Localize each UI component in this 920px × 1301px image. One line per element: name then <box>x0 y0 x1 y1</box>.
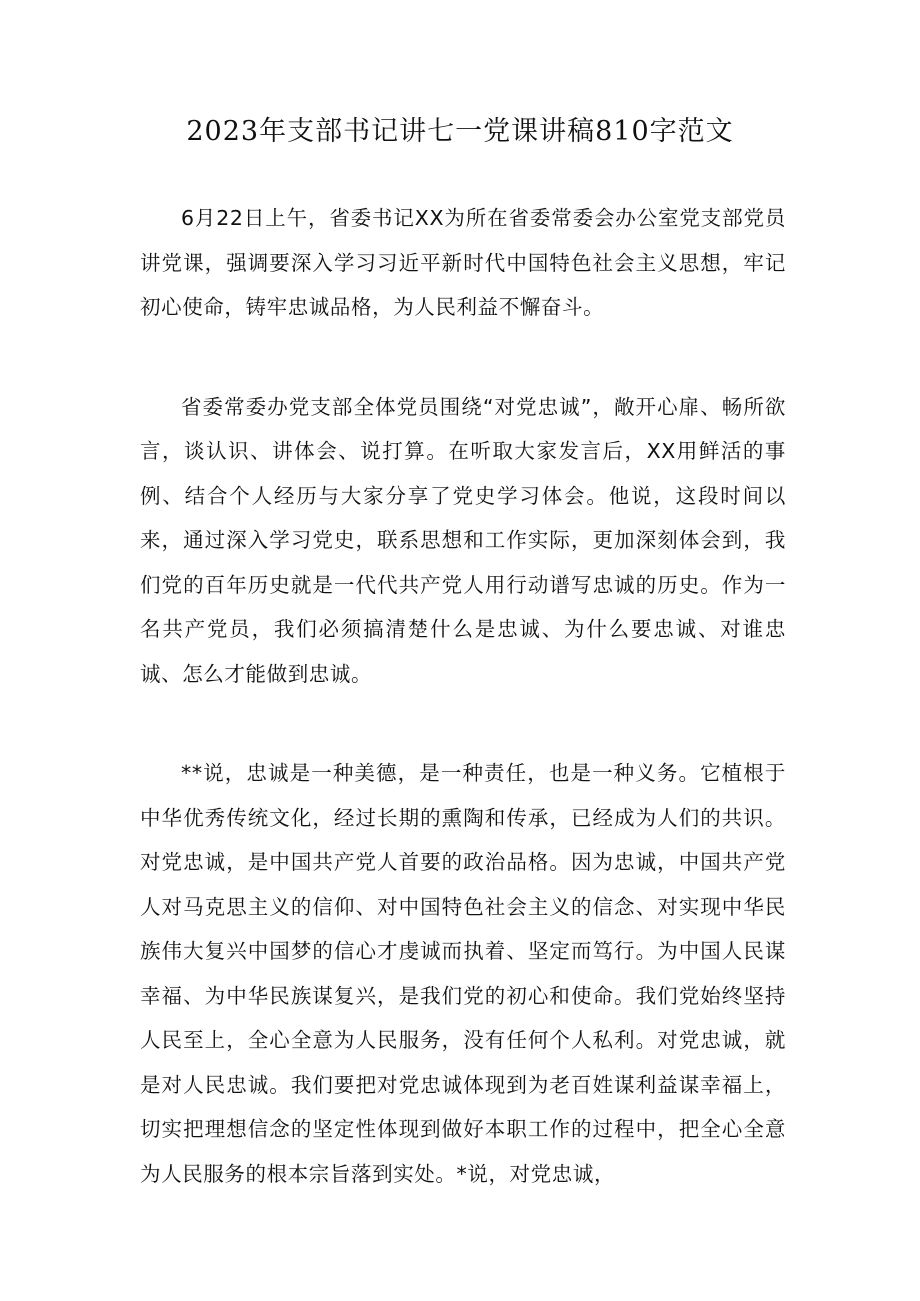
document-title: 2023年支部书记讲七一党课讲稿810字范文 <box>186 116 734 147</box>
paragraph-1: 6月22日上午，省委书记XX为所在省委常委会办公室党支部党员讲党课，强调要深入学习习近平新时代中国特色社会主义思想，牢记初心使命，铸牢忠诚品格，为人民利益不懈奋斗。 <box>140 206 786 319</box>
document-body <box>140 196 786 1196</box>
paragraph-3: **说，忠诚是一种美德，是一种责任，也是一种义务。它植根于中华优秀传统文化，经过长期的熏陶和传承，已经成为人们的共识。对党忠诚，是中国共产党人首要的政治品格。因为忠诚，中国共产党人对马克思主义的信仰、对中国特色社会主义的信念、对实现中华民族伟大复兴中国梦的信心才虔诚而执着、坚定而笃行。为中国人民谋幸福、为中华民族谋复兴，是我们党的初心和使命。我们党始终坚持人民至上，全心全意为人民服务，没有任何个人私利。对党忠诚，就是对人民忠诚。我们要把对党忠诚体现到为老百姓谋利益谋幸福上，切实把理想信念的坚定性体现到做好本职工作的过程中，把全心全意为人民服务的根本宗旨落到实处。*说，对党忠诚， <box>140 761 786 1186</box>
paragraph-2: 省委常委办党支部全体党员围绕“对党忠诚”，敞开心扉、畅所欲言，谈认识、讲体会、说打算。在听取大家发言后，XX用鲜活的事例、结合个人经历与大家分享了党史学习体会。他说，这段时间以来，通过深入学习党史，联系思想和工作实际，更加深刻体会到，我们党的百年历史就是一代代共产党人用行动谱写忠诚的历史。作为一名共产党员，我们必须搞清楚什么是忠诚、为什么要忠诚、对谁忠诚、怎么才能做到忠诚。 <box>140 394 786 686</box>
